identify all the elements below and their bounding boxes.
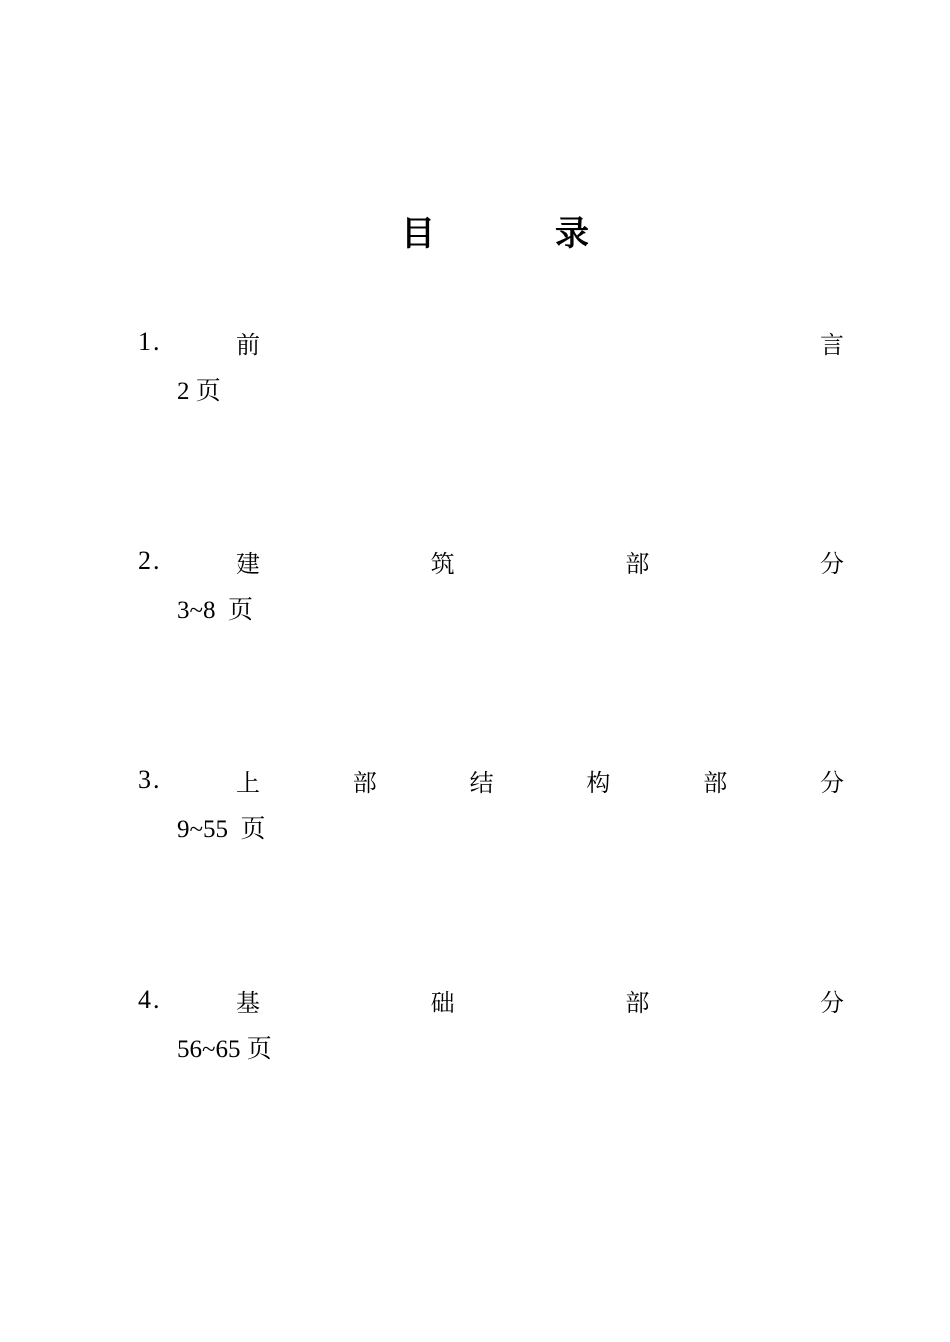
title-char: 录: [555, 214, 589, 254]
toc-entry-char: 分: [819, 988, 844, 1017]
toc-entry-char: 筑: [430, 549, 455, 578]
toc-entry-superstructure: [138, 760, 844, 845]
toc-entry-number: 1.: [138, 327, 162, 356]
toc-entry-char: 分: [819, 549, 844, 578]
toc-entry-pages: 3~8 页: [177, 597, 254, 624]
toc-entry-char: 基: [236, 988, 260, 1017]
toc-entry-title: [236, 983, 844, 1018]
toc-entry-foundation: [138, 980, 844, 1065]
toc-entry-char: 言: [820, 330, 844, 359]
toc-entry-char: 部: [703, 768, 728, 797]
toc-entry-title: [236, 763, 844, 798]
toc-entry-char: 部: [625, 988, 650, 1017]
toc-entry-char: 构: [586, 768, 611, 797]
toc-entry-heading: [138, 322, 844, 362]
toc-entry-heading: [138, 980, 844, 1020]
toc-entry-pages: 2 页: [177, 378, 221, 405]
toc-entry-char: 部: [352, 768, 377, 797]
toc-entry-heading: [138, 760, 844, 800]
toc-entry-char: 上: [236, 768, 260, 797]
toc-entry-preface: [138, 322, 844, 407]
toc-entry-number: 3.: [138, 765, 162, 794]
toc-entry-title: [236, 544, 844, 579]
toc-entry-pages: 56~65 页: [177, 1036, 272, 1063]
toc-entry-char: 前: [236, 330, 260, 359]
toc-entry-char: 分: [819, 768, 844, 797]
toc-entry-architecture: [138, 541, 844, 626]
toc-entry-number: 2.: [138, 546, 162, 575]
page-title: [0, 212, 950, 256]
title-char: 目: [401, 214, 435, 254]
toc-entry-title: [236, 325, 844, 360]
toc-entry-pages: 9~55 页: [177, 816, 266, 843]
toc-entry-char: 础: [430, 988, 455, 1017]
toc-entry-heading: [138, 541, 844, 581]
toc-entry-char: 结: [469, 768, 494, 797]
toc-entry-char: 部: [625, 549, 650, 578]
toc-entry-number: 4.: [138, 985, 162, 1014]
toc-entry-char: 建: [236, 549, 260, 578]
